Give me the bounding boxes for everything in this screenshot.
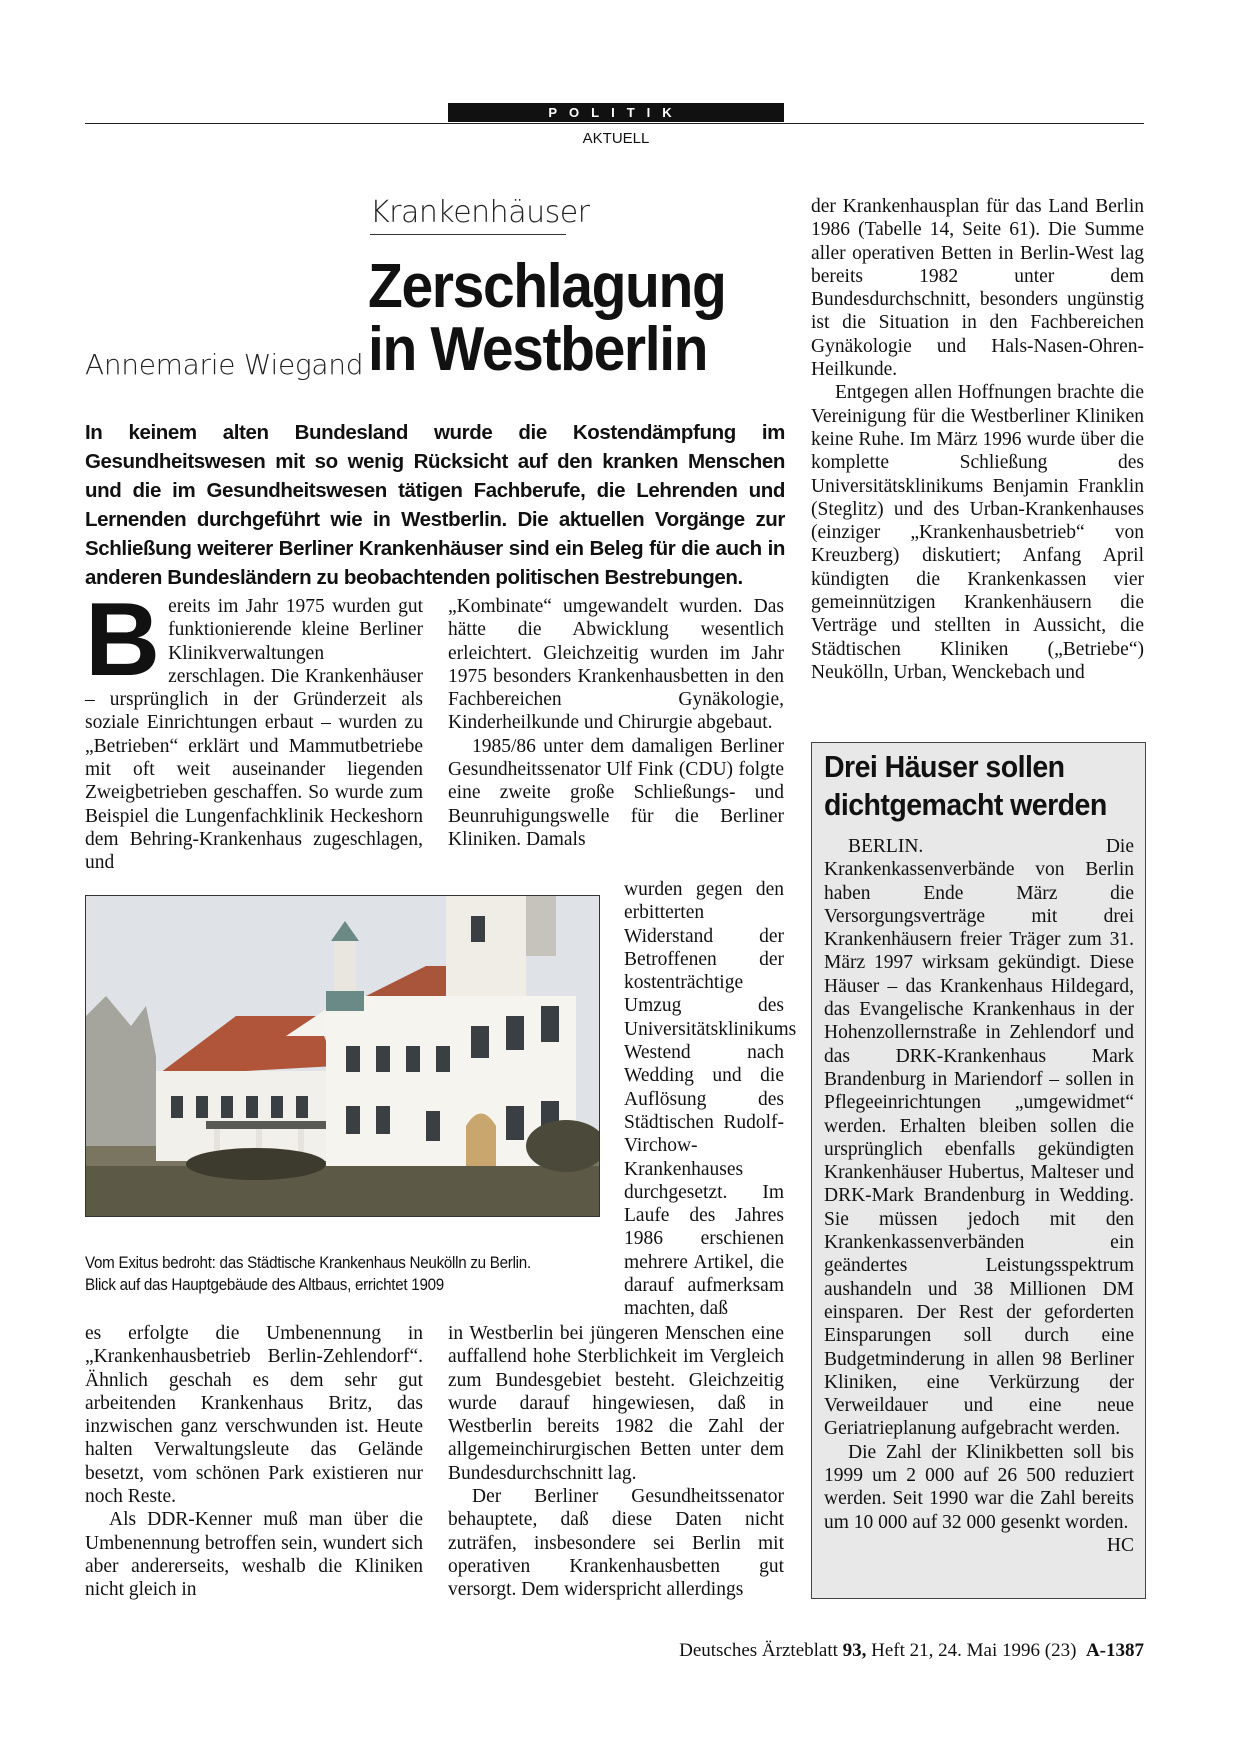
journal-volume: 93,: [842, 1640, 867, 1661]
sidebar-title: Drei Häuser sollen dichtgemacht werden: [824, 749, 1107, 822]
column-2-narrow: [624, 878, 797, 1321]
title-line-2: in Westberlin: [368, 315, 708, 384]
lead-text: In keinem alten Bundesland wurde die Kostendämpfung im Gesundheitswesen mit so wenig Rücksicht auf den kranken Menschen und die im Gesundheitswesen tätigen Fachberufe, die Lehrenden und Lernenden durchgeführt wie in Westberlin. Die aktuellen Vorgänge zur Schließung weiterer Berliner Krankenhäuser sind ein Beleg für die auch in anderen Bundesländern zu beobachtenden politischen Bestrebungen.: [85, 421, 785, 589]
article-title: [368, 252, 736, 384]
page-number: A-1387: [1085, 1640, 1144, 1661]
paragraph-text: ereits im Jahr 1975 wurden gut funktionierende kleine Berliner Klinikverwaltungen zerschlagen. Die Krankenhäuser – ursprünglich in der Gründerzeit als soziale Einrichtungen erbaut – wurden zu „Betrieben“ erklärt und Mammutbetriebe mit oft weit auseinander liegenden Zweigbetrieben geschaffen. So wurde zum Beispiel die Lungenfachklinik Heckeshorn dem Behring-Krankenhaus zugeschlagen, und: [85, 596, 423, 874]
lead-paragraph: [85, 418, 785, 592]
sidebar-signature: HC: [1106, 1534, 1134, 1556]
hospital-photo: [85, 895, 600, 1217]
paragraph: 1985/86 unter dem damaligen Berliner Gesundheitssenator Ulf Fink (CDU) folgte eine zweite große Schließungs- und Beunruhigungswelle für die Berliner Kliniken. Damals: [448, 735, 784, 850]
paragraph: BERLIN. Die Krankenkassenverbände von Berlin haben Ende März die Versorgungsverträge mit drei Krankenhäusern freier Träger zum 31. März 1997 wirksam gekündigt. Diese Häuser – das Krankenhaus Hildegard, das Evangelische Krankenhaus in der Hohenzollernstraße in Zehlendorf und das DRK-Krankenhaus Mark Brandenburg in Mariendorf – sollen in Pflegeeinrichtungen „umgewidmet“ werden. Erhalten bleiben sollen die ursprünglich ebenfalls gekündigten Krankenhäuser Hubertus, Malteser und DRK-Mark Brandenburg in Wedding. Sie müssen jedoch mit den Krankenkassenverbänden ein geändertes Leistungsspektrum aushandeln und 38 Millionen DM einsparen. Der Rest der geforderten Einsparungen soll durch eine Budgetminderung in allen 98 Berliner Kliniken, eine Verkürzung der Verweildauer und eine neue Geriatrieplanung aufgebracht werden.: [824, 836, 1134, 1440]
journal-issue: Heft 21, 24. Mai 1996 (23): [871, 1640, 1077, 1661]
hospital-building-image: [86, 896, 599, 1216]
journal-name: Deutsches Ärzteblatt: [679, 1640, 838, 1661]
paragraph: Der Berliner Gesundheitssenator behauptete, daß diese Daten nicht zuträfen, insbesondere sei Berlin mit operativen Krankenhausbetten gut versorgt. Dem widerspricht allerdings: [448, 1486, 784, 1601]
paragraph: [824, 1441, 1134, 1556]
sidebar-body: [824, 835, 1134, 1557]
author-name: Annemarie Wiegand: [85, 348, 364, 381]
photo-caption: Vom Exitus bedroht: das Städtische Krankenhaus Neukölln zu Berlin. Blick auf das Hauptgebäude des Altbaus, errichtet 1909: [85, 1254, 531, 1294]
section-label: POLITIK: [448, 103, 784, 122]
kicker-underline: [370, 234, 566, 235]
paragraph-text: Die Zahl der Klinikbetten soll bis 1999 um 2 000 auf 26 500 reduziert werden. Seit 1990 war die Zahl bereits um 10 000 auf 32 000 gesenkt worden.: [824, 1441, 1134, 1533]
column-3: [811, 195, 1144, 684]
column-2-top: [448, 595, 784, 851]
drop-cap: B: [85, 582, 161, 698]
column-1-top: [85, 582, 423, 875]
column-2-bottom: [448, 1322, 784, 1602]
paragraph: Entgegen allen Hoffnungen brachte die Vereinigung für die Westberliner Kliniken keine Ruhe. Im März 1996 wurde über die komplette Schließung des Universitätsklinikums Benjamin Franklin (Steglitz) und des Urban-Krankenhauses (einziger „Krankenhausbetrieb“ von Kreuzberg) diskutiert; Anfang April kündigten die Krankenkassen vier gemeinnützigen Krankenhäusern die Verträge und stellten in Aussicht, die Städtischen Kliniken („Betriebe“) Neukölln, Urban, Wenckebach und: [811, 382, 1144, 683]
paragraph: wurden gegen den erbitterten Widerstand der Betroffenen der kostenträchtige Umzug des Universitätsklinikums Westend nach Wedding und die Auflösung des Städtischen Rudolf-Virchow-Krankenhauses durchgesetzt. Im Laufe des Jahres 1986 erschienen mehrere Artikel, die darauf aufmerksam machten, daß: [624, 879, 797, 1320]
paragraph: Als DDR-Kenner muß man über die Umbenennung betroffen sein, wundert sich aber andererseits, weshalb die Kliniken nicht gleich in: [85, 1509, 423, 1601]
paragraph: „Kombinate“ umgewandelt wurden. Das hätte die Abwicklung wesentlich erleichtert. Gleichzeitig wurden im Jahr 1975 besonders Krankenhausbetten in den Fachbereichen Gynäkologie, Kinderheilkunde und Chirurgie abgebaut.: [448, 596, 784, 734]
column-1-bottom: [85, 1322, 423, 1602]
article-kicker: Krankenhäuser: [370, 195, 590, 230]
header-rule: [85, 123, 1144, 124]
paragraph: es erfolgte die Umbenennung in „Krankenhausbetrieb Berlin-Zehlendorf“. Ähnlich geschah es dem sehr gut arbeitenden Krankenhaus Britz, das inzwischen ganz verschwunden ist. Heute halten Verwaltungsleute das Gelände besetzt, vom schönen Park existieren nur noch Reste.: [85, 1323, 423, 1508]
paragraph: der Krankenhausplan für das Land Berlin 1986 (Tabelle 14, Seite 61). Die Summe aller operativen Betten in Berlin-West lag bereits 1982 unter dem Bundesdurchschnitt, besonders ungünstig ist die Situation in den Fachbereichen Gynäkologie und Hals-Nasen-Ohren-Heilkunde.: [811, 196, 1144, 381]
title-line-1: Zerschlagung: [368, 252, 726, 321]
paragraph: in Westberlin bei jüngeren Menschen eine auffallend hohe Sterblichkeit im Vergleich zum Bundesgebiet besteht. Gleichzeitig wurde darauf hingewiesen, daß in Westberlin bereits 1982 die Zahl der allgemeinchirurgischen Betten unter dem Bundesdurchschnitt lag.: [448, 1323, 784, 1484]
subsection-label: AKTUELL: [582, 130, 650, 147]
page-footer: [679, 1640, 1144, 1662]
paragraph: [85, 582, 423, 875]
